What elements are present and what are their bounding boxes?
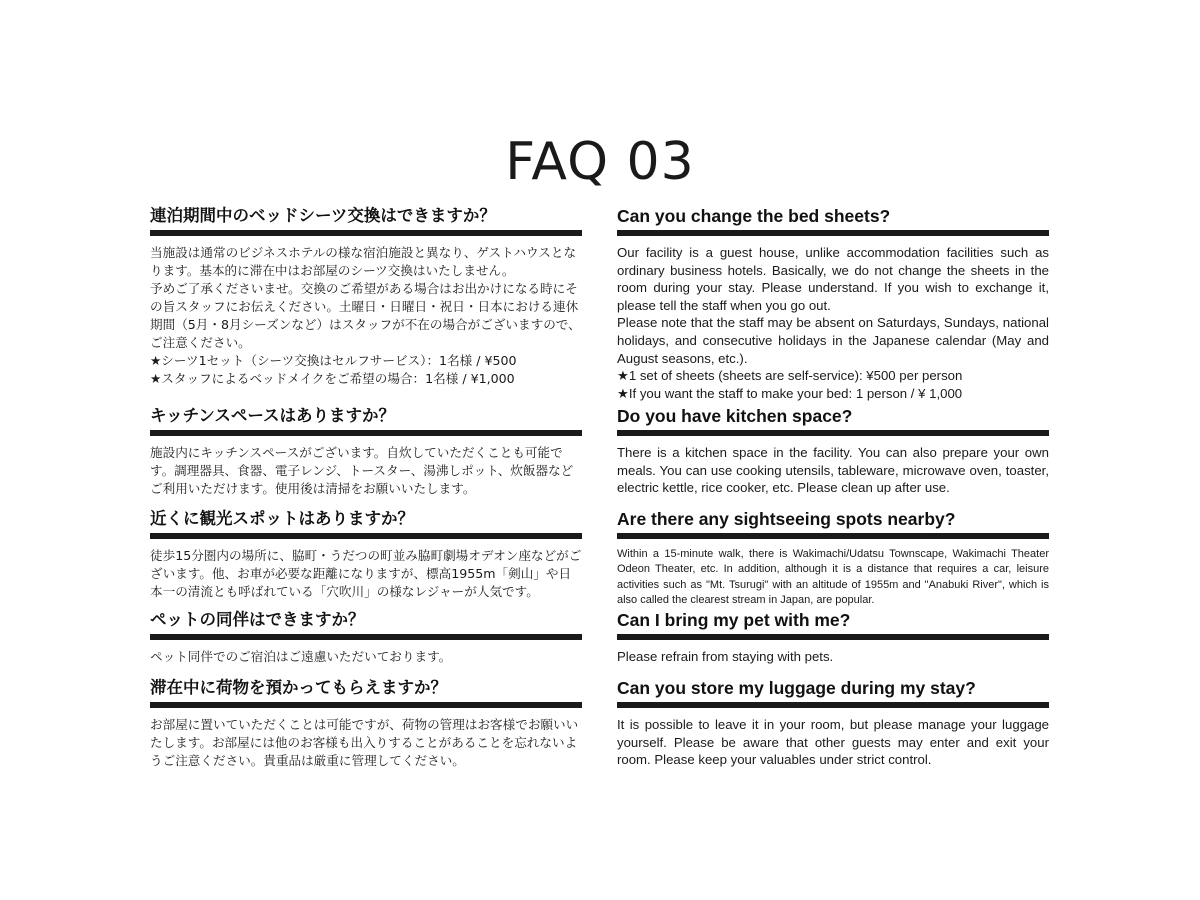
question-heading: ペットの同伴はできますか？ <box>150 610 365 629</box>
answer-paragraph: It is possible to leave it in your room, but please manage your luggage yourself. Please be aware that other guests may enter and exit your room. Please keep your valuables under strict control. <box>617 717 1049 768</box>
answer-text <box>617 648 1049 666</box>
heading-rule <box>150 702 582 708</box>
heading-rule <box>150 430 582 436</box>
heading-rule <box>617 533 1049 539</box>
answer-text <box>150 648 582 666</box>
question-heading: 近くに観光スポットはありますか？ <box>150 509 414 528</box>
question-heading: Can you change the bed sheets? <box>617 206 891 226</box>
question-heading: キッチンスペースはありますか？ <box>150 406 396 425</box>
answer-text <box>617 244 1049 402</box>
question-heading: Can you store my luggage during my stay? <box>617 678 976 698</box>
question-heading: Do you have kitchen space? <box>617 406 853 426</box>
heading-rule <box>617 230 1049 236</box>
faq-item-bed-sheets-ja <box>150 204 582 388</box>
answer-text <box>617 716 1049 769</box>
answer-text <box>150 244 582 388</box>
faq-item-luggage-en <box>617 676 1049 769</box>
answer-paragraph: 施設内にキッチンスペースがございます。自炊していただくことも可能です。調理器具、食器、電子レンジ、トースター、湯沸しポット、炊飯器などご利用いただけます。使用後は清掃をお願いいたします。 <box>150 445 574 496</box>
answer-paragraph: Please note that the staff may be absent on Saturdays, Sundays, national holidays, and consecutive holidays in the Japanese calendar (May and August seasons, etc.). <box>617 315 1049 366</box>
answer-text <box>150 716 582 770</box>
answer-price-line: ★スタッフによるベッドメイクをご希望の場合：1名様 / ¥1,000 <box>150 371 515 386</box>
heading-rule <box>150 533 582 539</box>
faq-item-sightseeing-en <box>617 507 1049 609</box>
faq-item-bed-sheets-en <box>617 204 1049 402</box>
faq-item-kitchen-en <box>617 404 1049 497</box>
heading-rule <box>150 230 582 236</box>
answer-price-line: ★シーツ1セット（シーツ交換はセルフサービス）：1名様 / ¥500 <box>150 353 517 368</box>
answer-text <box>150 444 582 498</box>
answer-paragraph: There is a kitchen space in the facility. You can also prepare your own meals. You can use cooking utensils, tableware, microwave oven, toaster, electric kettle, rice cooker, etc. Please clean up after use. <box>617 445 1049 496</box>
answer-paragraph: お部屋に置いていただくことは可能ですが、荷物の管理はお客様でお願いいたします。お部屋には他のお客様も出入りすることがあることを忘れないようご注意ください。貴重品は厳重に管理してください。 <box>150 717 579 768</box>
answer-text <box>617 547 1049 609</box>
answer-price-line: ★1 set of sheets (sheets are self-service): ¥500 per person <box>617 368 963 384</box>
answer-paragraph: 予めご了承くださいませ。交換のご希望がある場合はお出かけになる時にその旨スタッフにお伝えください。土曜日・日曜日・祝日・日本における連休期間（5月・8月シーズンなど）はスタッフが不在の場合がございますので、ご注意ください。 <box>150 281 581 350</box>
answer-paragraph: Please refrain from staying with pets. <box>617 649 834 664</box>
answer-paragraph: 当施設は通常のビジネスホテルの様な宿泊施設と異なり、ゲストハウスとなります。基本的に滞在中はお部屋のシーツ交換はいたしません。 <box>150 245 577 278</box>
answer-text <box>150 547 582 601</box>
question-heading: Can I bring my pet with me? <box>617 610 851 630</box>
faq-item-pets-ja <box>150 608 582 666</box>
answer-paragraph: Within a 15-minute walk, there is Wakimachi/Udatsu Townscape, Wakimachi Theater Odeon Theater, etc. In addition, although it is a distance that requires a car, leisure activities such as "Mt. Tsurugi" with an altitude of 1955m and "Anabuki River", which is also called the clearest stream in Japan, are popular. <box>617 548 1049 607</box>
question-heading: Are there any sightseeing spots nearby? <box>617 509 956 529</box>
answer-text <box>617 444 1049 497</box>
faq-item-luggage-ja <box>150 676 582 770</box>
heading-rule <box>617 702 1049 708</box>
answer-paragraph: Our facility is a guest house, unlike accommodation facilities such as ordinary business hotels. Basically, we do not change the sheets in the room during your stay. Please understand. If you wish to exchange it, please tell the staff when you go out. <box>617 245 1049 313</box>
faq-item-pets-en <box>617 608 1049 666</box>
question-heading: 滞在中に荷物を預かってもらえますか？ <box>150 678 447 697</box>
heading-rule <box>150 634 582 640</box>
question-heading: 連泊期間中のベッドシーツ交換はできますか？ <box>150 206 496 225</box>
page-title: FAQ 03 <box>505 132 695 192</box>
answer-paragraph: ペット同伴でのご宿泊はご遠慮いただいております。 <box>150 649 452 664</box>
faq-item-sightseeing-ja <box>150 507 582 601</box>
heading-rule <box>617 430 1049 436</box>
answer-price-line: ★If you want the staff to make your bed: 1 person / ¥ 1,000 <box>617 385 963 401</box>
answer-paragraph: 徒歩15分圏内の場所に、脇町・うだつの町並み脇町劇場オデオン座などがございます。他、お車が必要な距離になりますが、標高1955m「剣山」や日本一の清流とも呼ばれている「穴吹川」の様なレジャーが人気です。 <box>150 548 582 599</box>
faq-item-kitchen-ja <box>150 404 582 498</box>
heading-rule <box>617 634 1049 640</box>
